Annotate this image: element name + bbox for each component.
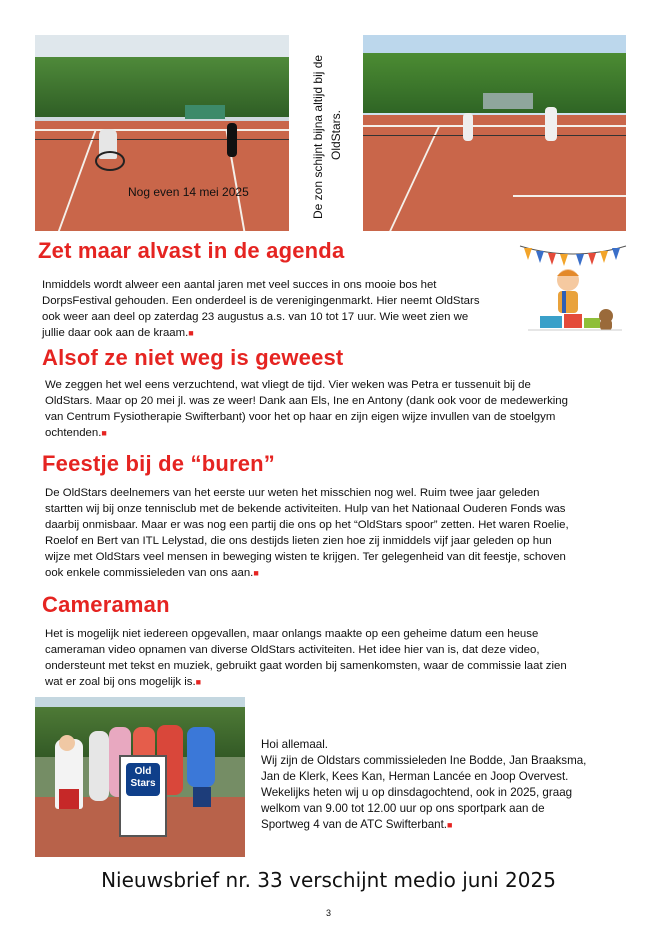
player-standing: [227, 123, 237, 157]
end-mark: ■: [253, 568, 259, 578]
paragraph-petra: We zeggen het wel eens verzuchtend, wat vliegt de tijd. Vier weken was Petra er tussenuit bij de OldStars. Maar op 20 mei jl. was ze weer! Dank aan Els, Ine en Antony (dank ook voor de medewerking van Centrum Fysiotherapie Swifterbant) voor het op haar en zijn eigen wijze invullen van de stoelgym ochtenden.■: [45, 379, 568, 439]
paragraph-feestje: De OldStars deelnemers van het eerste uur weten het misschien nog wel. Ruim twee jaar geleden startten wij bij onze tennisclub met de bekende activiteiten. Hulp van het Nationaal Ouderen Fonds was daarbij onmisbaar. Maar er was nog een partij die ons op het “OldStars spoor” zetten. Het waren Roelie, Roelof en Bert van ITL Lelystad, die ons destijds lieten zien hoe zij inmiddels vijf jaar geleden op hun wijze met OldStars veel mensen in beweging wisten te krijgen. Ter gelegenheid van dit feestje, schoven ook enkele commissieleden van ons aan.■: [45, 487, 569, 579]
vertical-caption-line1: De zon schijnt bijna altijd bij de: [311, 54, 325, 219]
photo-tennis-court-left: [35, 35, 289, 231]
photo-tennis-court-right: [363, 35, 626, 231]
festival-illustration: [518, 240, 628, 336]
heading-agenda: Zet maar alvast in de agenda: [38, 238, 345, 263]
newsletter-note: Nieuwsbrief nr. 33 verschijnt medio juni 2025: [101, 868, 556, 892]
heading-petra: Alsof ze niet weg is geweest: [42, 345, 344, 370]
paragraph-welcome: Hoi allemaal. Wij zijn de Oldstars commissieleden Ine Bodde, Jan Braaksma, Jan de Klerk, Kees Kan, Herman Lancée en Joop Overvest. Wekelijks heten wij u op dinsdagochtend, ook in 2025, graag welkom van 9.00 tot 12.00 uur op ons sportpark aan de Sportweg 4 van de ATC Swifterbant.■: [261, 738, 587, 831]
page-number: 3: [326, 908, 332, 918]
end-mark: ■: [447, 820, 453, 830]
photo-committee-group: [35, 697, 245, 857]
photo-caption: Nog even 14 mei 2025: [128, 185, 249, 199]
heading-cameraman: Cameraman: [42, 592, 170, 617]
end-mark: ■: [188, 328, 194, 338]
vertical-caption-line2: OldStars.: [329, 109, 343, 160]
player-right: [545, 107, 557, 141]
paragraph-agenda: Inmiddels wordt alweer een aantal jaren met veel succes in ons mooie bos het DorpsFestival gehouden. Een onderdeel is de verenigingenmarkt. Hier neemt OldStars ook weer aan deel op zaterdag 23 augustus a.s. van 10 tot 17 uur. Wie weet zien we jullie daar ook aan de kraam.■: [42, 279, 480, 339]
sign-logo-top: Old: [134, 766, 152, 777]
player-left: [463, 113, 473, 141]
sign-logo-bottom: Stars: [130, 778, 156, 789]
heading-feestje: Feestje bij de “buren”: [42, 451, 276, 476]
end-mark: ■: [101, 428, 107, 438]
end-mark: ■: [195, 677, 202, 687]
paragraph-cameraman: Het is mogelijk niet iedereen opgevallen, maar onlangs maakte op een geheime datum een heuse cameraman video opnamen van diverse OldStars activiteiten. Het idee hier van is, dat deze video, ondersteunt met tekst en muziek, gebruikt gaat worden bij samenkomsten, waar de commissie laat zien wat er zoal bij ons mogelijk is.■: [45, 628, 567, 688]
oldstars-sign: [119, 755, 167, 837]
